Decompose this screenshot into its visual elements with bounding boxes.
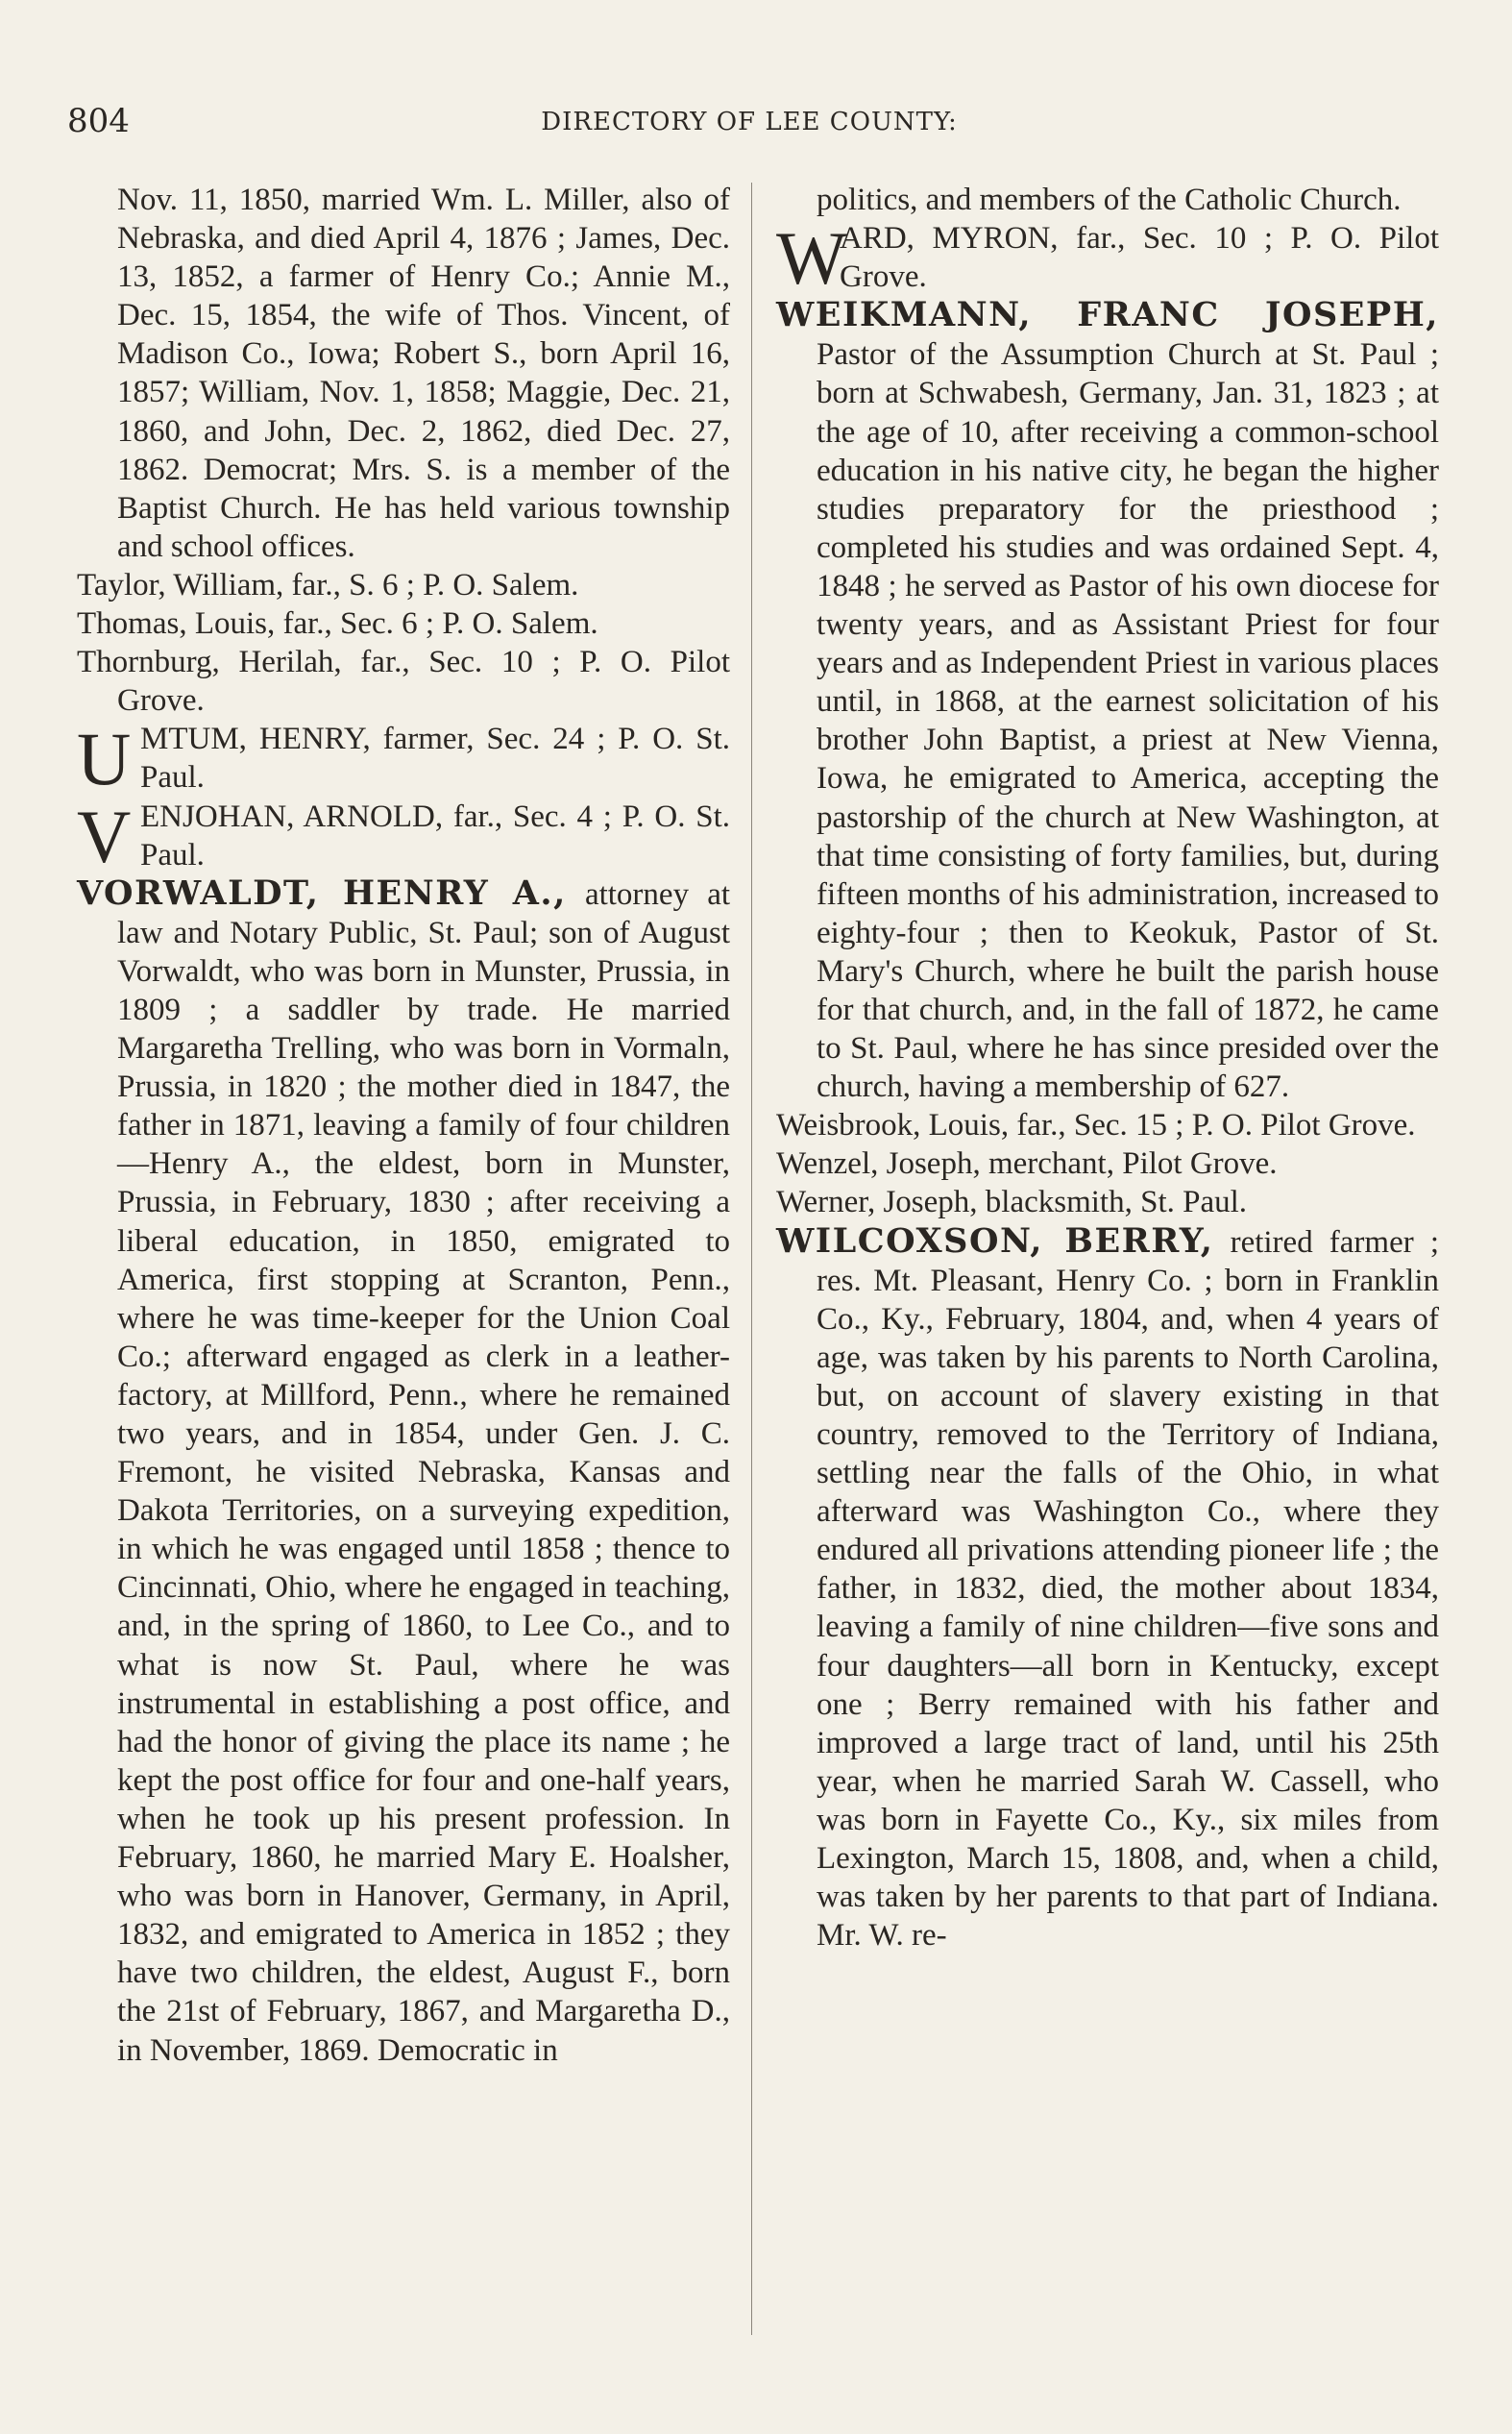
entry-thornburg: Thornburg, Herilah, far., Sec. 10 ; P. O. Pilot Grove. <box>77 645 730 719</box>
entry-ward <box>776 216 1439 301</box>
entry-thomas: Thomas, Louis, far., Sec. 6 ; P. O. Salem. <box>77 606 598 642</box>
drop-cap-u: U <box>77 717 132 801</box>
page-header <box>67 102 1431 144</box>
entry-vorwaldt <box>77 874 730 2070</box>
column-divider <box>751 183 752 2335</box>
entry-taylor: Taylor, William, far., S. 6 ; P. O. Salem. <box>77 567 579 602</box>
left-column <box>77 181 730 2070</box>
entry-weisbrook: Weisbrook, Louis, far., Sec. 15 ; P. O. Pilot Grove. <box>776 1108 1416 1143</box>
drop-cap-w: W <box>776 216 847 301</box>
drop-cap-v: V <box>77 794 132 878</box>
right-column <box>776 181 1439 1955</box>
entry-weikmann <box>776 296 1439 1106</box>
entry-umtum <box>77 717 730 801</box>
entry-wenzel: Wenzel, Joseph, merchant, Pilot Grove. <box>776 1146 1278 1182</box>
entry-ward-text: ARD, MYRON, far., Sec. 10 ; P. O. Pilot Grove. <box>840 221 1439 295</box>
entry-venjohan-text: ENJOHAN, ARNOLD, far., Sec. 4 ; P. O. St. Paul. <box>140 799 730 873</box>
entry-wilcoxson-text: retired farmer ; res. Mt. Pleasant, Henry Co. ; born in Franklin Co., Ky., February, 1804, and, when 4 years of age, was taken by his parents to North Carolina, but, on account of slavery existing in that country, removed to the Territory of Indiana, settling near the falls of the Ohio, in what afterward was Washington Co., where they endured all privations attending pioneer life ; the father, in 1832, died, the mother about 1834, leaving a family of nine children—five sons and four daughters—all born in Kentucky, except one ; Berry remained with his father and improved a large tract of land, until his 25th year, when he married Sarah W. Cassell, who was born in Fayette Co., Ky., six miles from Lexington, March 15, 1808, and, when a child, was taken by her parents to that part of Indiana. Mr. W. re- <box>817 1224 1440 1954</box>
entry-vorwaldt-name: VORWALDT, HENRY A., <box>77 873 567 913</box>
entry-weikmann-text: Pastor of the Assumption Church at St. Paul ; born at Schwabesh, Germany, Jan. 31, 1823 ; at the age of 10, after receiving a common-school education in his native city, he began the higher studies preparatory for the priesthood ; completed his studies and was ordained Sept. 4, 1848 ; he served as Pastor of his own diocese for twenty years, and as Assistant Priest for four years and as Independent Priest in various places until, in 1868, at the earnest solicitation of his brother John Baptist, a priest at New Vienna, Iowa, he emigrated to America, accepting the pastorship of the church at New Washington, at that time consisting of forty families, but, during fifteen months of his administration, increased to eighty-four ; then to Keokuk, Pastor of St. Mary's Church, where he built the parish house for that church, and, in the fall of 1872, he came to St. Paul, where he has since presided over the church, having a membership of 627. <box>817 337 1439 1105</box>
entry-wilcoxson-name: WILCOXSON, BERRY, <box>776 1220 1214 1261</box>
entry-wilcoxson <box>776 1222 1439 1955</box>
entry-umtum-text: MTUM, HENRY, farmer, Sec. 24 ; P. O. St. Paul. <box>140 722 730 796</box>
page-number: 804 <box>67 102 130 140</box>
entry-continuation-right: politics, and members of the Catholic Church. <box>817 183 1402 217</box>
entry-continuation: Nov. 11, 1850, married Wm. L. Miller, also of Nebraska, and died April 4, 1876 ; James, Dec. 13, 1852, a farmer of Henry Co.; Annie M., Dec. 15, 1854, the wife of Thos. Vincent, of Madison Co., Iowa; Robert S., born April 16, 1857; William, Nov. 1, 1858; Maggie, Dec. 21, 1860, and John, Dec. 2, 1862, died Dec. 27, 1862. Democrat; Mrs. S. is a member of the Baptist Church. He has held various township and school offices. <box>117 183 730 564</box>
running-title: DIRECTORY OF LEE COUNTY: <box>541 108 958 136</box>
entry-venjohan <box>77 794 730 878</box>
entry-werner: Werner, Joseph, blacksmith, St. Paul. <box>776 1185 1248 1220</box>
entry-vorwaldt-text: attorney at law and Notary Public, St. Paul; son of August Vorwaldt, who was born in Munster, Prussia, in 1809 ; a saddler by trade. He married Margaretha Trelling, who was born in Vormaln, Prussia, in 1820 ; the mother died in 1847, the father in 1871, leaving a family of four children—Henry A., the eldest, born in Munster, Prussia, in February, 1830 ; after receiving a liberal education, in 1850, emigrated to America, first stopping at Scranton, Penn., where he was time-keeper for the Union Coal Co.; afterward engaged as clerk in a leather-factory, at Millford, Penn., where he remained two years, and in 1854, under Gen. J. C. Fremont, he visited Nebraska, Kansas and Dakota Territories, on a surveying expedition, in which he was engaged until 1858 ; thence to Cincinnati, Ohio, where he engaged in teaching, and, in the spring of 1860, to Lee Co., and to what is now St. Paul, where he was instrumental in establishing a post office, and had the honor of giving the place its name ; he kept the post office for four and one-half years, when he took up his present profession. In February, 1860, he married Mary E. Hoalsher, who was born in Hanover, Germany, in April, 1832, and emigrated to America in 1852 ; they have two children, the eldest, August F., born the 21st of February, 1867, and Margaretha D., in November, 1869. Democratic in <box>117 876 731 2068</box>
entry-weikmann-name: WEIKMANN, FRANC JOSEPH, <box>776 295 1439 335</box>
